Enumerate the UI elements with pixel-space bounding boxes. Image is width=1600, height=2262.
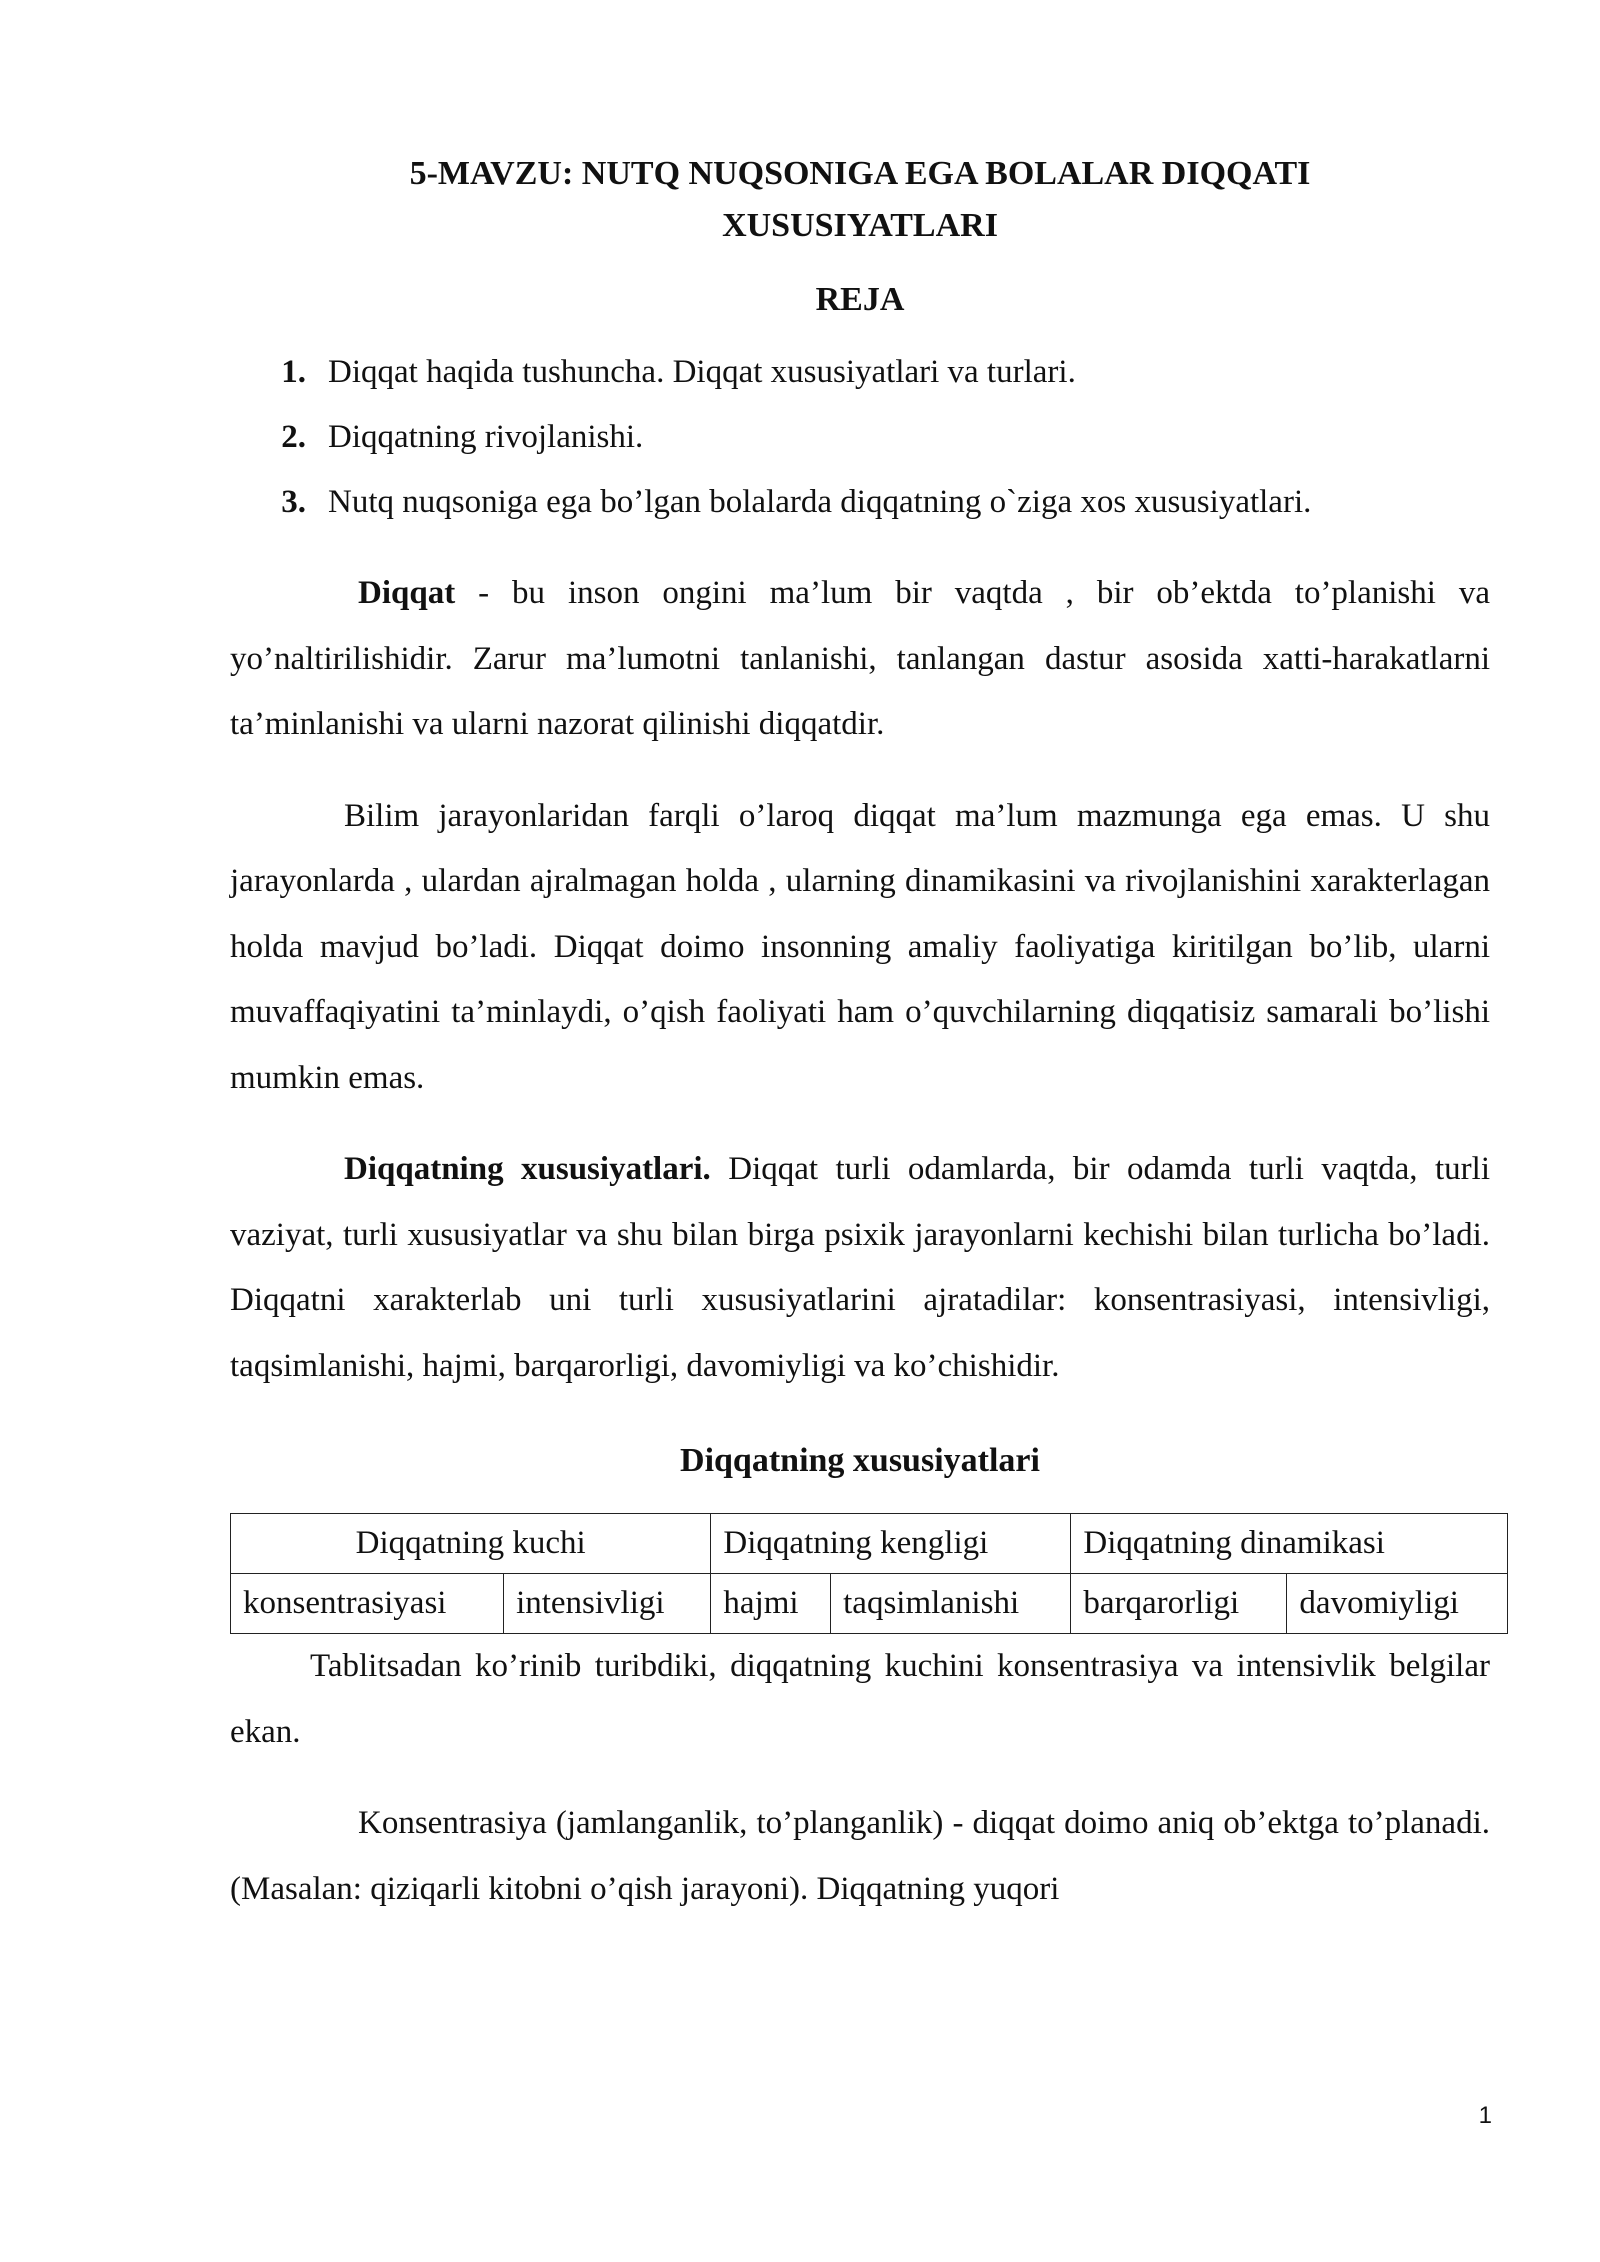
- document-title: [230, 148, 1490, 252]
- term-properties: Diqqatning xususiyatlari.: [344, 1151, 711, 1187]
- table-cell: intensivligi: [504, 1574, 711, 1634]
- plan-item-number: 2.: [281, 419, 306, 455]
- plan-item: [230, 340, 1490, 405]
- plan-item-text: Diqqatning rivojlanishi.: [328, 419, 644, 455]
- properties-table: [230, 1513, 1508, 1634]
- page-number: 1: [1478, 2102, 1492, 2129]
- plan-item-number: 1.: [281, 354, 306, 390]
- header-strength: Diqqatning kuchi: [231, 1514, 711, 1574]
- plan-item: [230, 470, 1490, 535]
- plan-item-text: Diqqat haqida tushuncha. Diqqat xususiyatlari va turlari.: [328, 354, 1076, 390]
- page-content: [230, 148, 1490, 1922]
- paragraph-table-note: Tablitsadan ko’rinib turibdiki, diqqatning kuchini konsentrasiya va intensivlik belgilar ekan.: [230, 1648, 1490, 1750]
- paragraph-concentration: Konsentrasiya (jamlanganlik, to’planganlik) - diqqat doimo aniq ob’ektga to’planadi. (Masalan: qiziqarli kitobni o’qish jarayoni). Diqqatning yuqori: [230, 1805, 1490, 1907]
- paragraph-properties: [230, 1137, 1490, 1399]
- plan-item: [230, 405, 1490, 470]
- title-line-2: XUSUSIYATLARI: [722, 207, 998, 244]
- table-cell: taqsimlanishi: [831, 1574, 1071, 1634]
- table-cell: davomiyligi: [1287, 1574, 1508, 1634]
- header-dynamics: Diqqatning dinamikasi: [1071, 1514, 1508, 1574]
- plan-item-number: 3.: [281, 484, 306, 520]
- paragraph-definition: [230, 561, 1490, 758]
- plan-item-text: Nutq nuqsoniga ega bo’lgan bolalarda diqqatning o`ziga xos xususiyatlari.: [328, 484, 1312, 520]
- plan-heading: REJA: [815, 281, 905, 318]
- paragraph-cognitive: Bilim jarayonlaridan farqli o’laroq diqqat ma’lum mazmunga ega emas. U shu jarayonlarda , ulardan ajralmagan holda , ularning dinamikasini va rivojlanishini xarakterlagan holda mavjud bo’ladi. Diqqat doimo insonning amaliy faoliyatiga kiritilgan bo’lib, ularni muvaffaqiyatini ta’minlaydi, o’qish faoliyati ham o’quvchilarning diqqatisiz samarali bo’lishi mumkin emas.: [230, 797, 1490, 1096]
- table-cell: konsentrasiyasi: [231, 1574, 504, 1634]
- plan-list: [230, 340, 1490, 535]
- table-cell: hajmi: [711, 1574, 831, 1634]
- header-breadth: Diqqatning kengligi: [711, 1514, 1071, 1574]
- definition-text: - bu inson ongini ma’lum bir vaqtda , bir ob’ektda to’planishi va yo’naltirilishidir. Zarur ma’lumotni tanlanishi, tanlangan dastur asosida xatti-harakatlarni ta’minlanishi va ularni nazorat qilinishi diqqatdir.: [230, 575, 1490, 742]
- table-row: [231, 1574, 1508, 1634]
- term-diqqat: Diqqat: [358, 575, 456, 611]
- properties-text: Diqqat turli odamlarda, bir odamda turli vaqtda, turli vaziyat, turli xususiyatlar va shu bilan birga psixik jarayonlarni kechishi bilan turlicha bo’ladi. Diqqatni xarakterlab uni turli xususiyatlarini ajratadilar: konsentrasiyasi, intensivligi, taqsimlanishi, hajmi, barqarorligi, davomiyligi va ko’chishidir.: [230, 1151, 1490, 1384]
- table-header-row: [231, 1514, 1508, 1574]
- title-line-1: 5-MAVZU: NUTQ NUQSONIGA EGA BOLALAR DIQQATI: [409, 155, 1311, 192]
- table-caption: Diqqatning xususiyatlari: [680, 1442, 1040, 1479]
- table-cell: barqarorligi: [1071, 1574, 1287, 1634]
